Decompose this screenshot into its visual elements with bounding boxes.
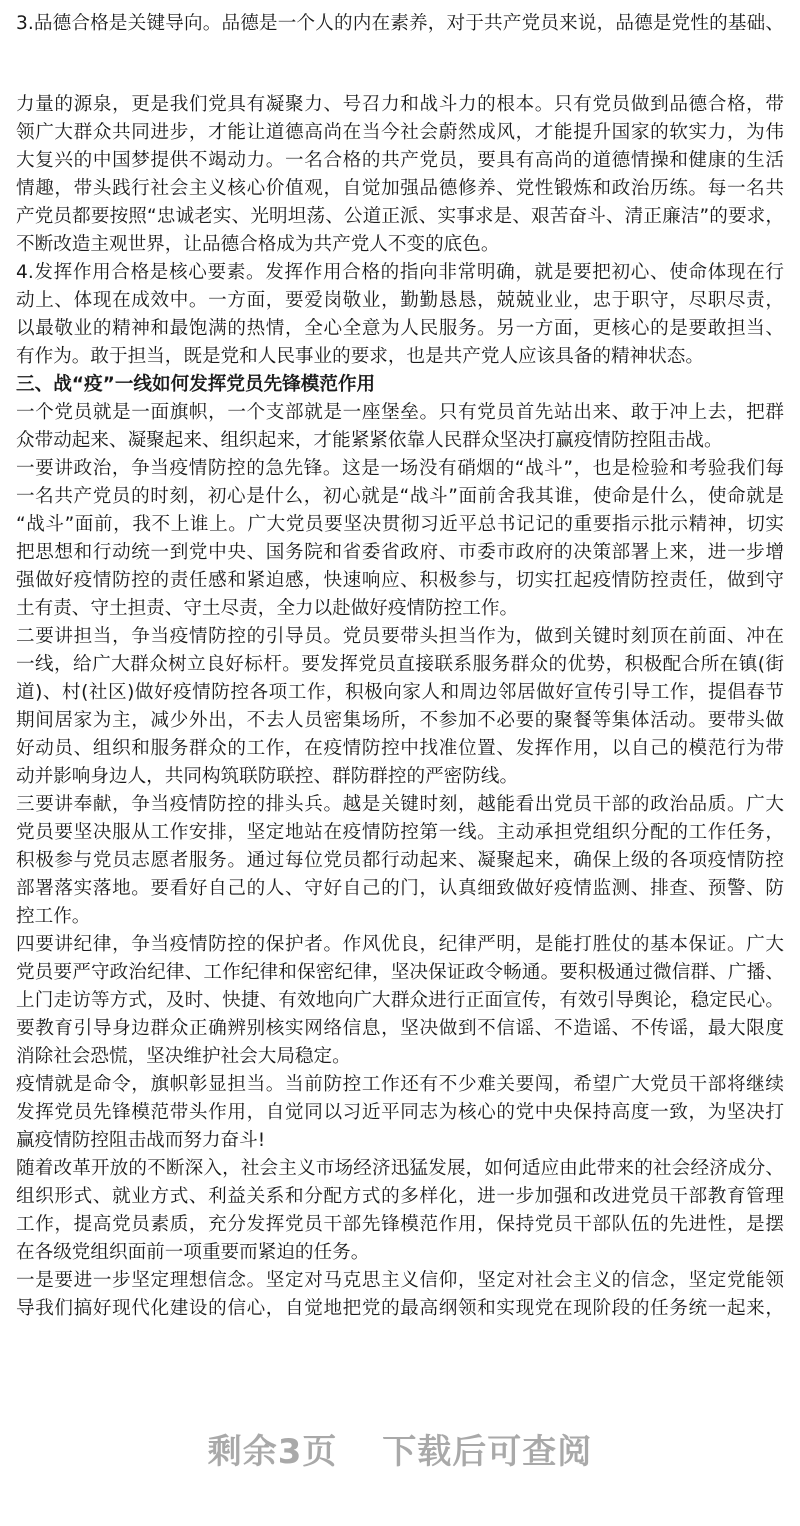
text-line: 二要讲担当，争当疫情防控的引导员。党员要带头担当作为，做到关键时刻顶在前面、冲在 <box>16 626 784 647</box>
text-line: 好动员、组织和服务群众的工作，在疫情防控中找准位置、发挥作用，以自己的模范行为带 <box>16 738 784 759</box>
text-line: 力量的源泉，更是我们党具有凝聚力、号召力和战斗力的根本。只有党员做到品德合格，带 <box>16 94 784 115</box>
text-line: 动上、体现在成效中。一方面，要爱岗敬业，勤勤恳恳，兢兢业业，忠于职守，尽职尽责， <box>16 290 784 311</box>
text-line: 有作为。敢于担当，既是党和人民事业的要求，也是共产党人应该具备的精神状态。 <box>16 346 704 367</box>
text-line: 部署落实落地。要看好自己的人、守好自己的门，认真细致做好疫情监测、排查、预警、防 <box>16 878 784 899</box>
text-line: 导我们搞好现代化建设的信心，自觉地把党的最高纲领和实现党在现阶段的任务统一起来， <box>16 1298 784 1319</box>
text-line: 疫情就是命令，旗帜彰显担当。当前防控工作还有不少难关要闯，希望广大党员干部将继续 <box>16 1074 784 1095</box>
text-line: 土有责、守土担责、守土尽责，全力以赴做好疫情防控工作。 <box>16 598 519 619</box>
text-line: 道)、村(社区)做好疫情防控各项工作，积极向家人和周边邻居做好宣传引导工作，提倡春节 <box>16 682 784 703</box>
text-line: 3.品德合格是关键导向。品德是一个人的内在素养，对于共产党员来说，品德是党性的基础、 <box>16 13 784 34</box>
text-line: 把思想和行动统一到党中央、国务院和省委省政府、市委市政府的决策部署上来，进一步增 <box>16 542 784 563</box>
text-line: 一个党员就是一面旗帜，一个支部就是一座堡垒。只有党员首先站出来、敢于冲上去，把群 <box>16 402 784 423</box>
text-line: 发挥党员先锋模范带头作用，自觉同以习近平同志为核心的党中央保持高度一致，为坚决打 <box>16 1102 784 1123</box>
text-line: 积极参与党员志愿者服务。通过每位党员都行动起来、凝聚起来，确保上级的各项疫情防控 <box>16 850 784 871</box>
text-line: 大复兴的中国梦提供不竭动力。一名合格的共产党员，要具有高尚的道德情操和健康的生活 <box>16 150 784 171</box>
download-to-view-label[interactable]: 下载后可查阅 <box>382 1432 593 1472</box>
text-line: 4.发挥作用合格是核心要素。发挥作用合格的指向非常明确，就是要把初心、使命体现在行 <box>16 262 784 283</box>
text-line: 三要讲奉献，争当疫情防控的排头兵。越是关键时刻，越能看出党员干部的政治品质。广大 <box>16 794 784 815</box>
text-line: 产党员都要按照“忠诚老实、光明坦荡、公道正派、实事求是、艰苦奋斗、清正廉洁”的要求， <box>16 206 784 227</box>
text-line: 要教育引导身边群众正确辨别核实网络信息，坚决做到不信谣、不造谣、不传谣，最大限度 <box>16 1018 784 1039</box>
text-line: 领广大群众共同进步，才能让道德高尚在当今社会蔚然成风，才能提升国家的软实力，为伟 <box>16 122 784 143</box>
text-line: 四要讲纪律，争当疫情防控的保护者。作风优良，纪律严明，是能打胜仗的基本保证。广大 <box>16 934 784 955</box>
text-line: 动并影响身边人，共同构筑联防联控、群防群控的严密防线。 <box>16 766 519 787</box>
text-line: “战斗”面前，我不上谁上。广大党员要坚决贯彻习近平总书记记的重要指示批示精神，切实 <box>16 514 784 535</box>
document-text-top <box>16 10 784 38</box>
download-prompt[interactable] <box>0 1424 800 1473</box>
text-line: 控工作。 <box>16 906 91 927</box>
text-line: 情趣，带头践行社会主义核心价值观，自觉加强品德修养、党性锻炼和政治历练。每一名共 <box>16 178 784 199</box>
text-line: 党员要坚决服从工作安排，坚定地站在疫情防控第一线。主动承担党组织分配的工作任务， <box>16 822 784 843</box>
text-line: 一要讲政治，争当疫情防控的急先锋。这是一场没有硝烟的“战斗”，也是检验和考验我们每 <box>16 458 784 479</box>
text-line: 以最敬业的精神和最饱满的热情，全心全意为人民服务。另一方面，更核心的是要敢担当、 <box>16 318 784 339</box>
text-line: 随着改革开放的不断深入，社会主义市场经济迅猛发展，如何适应由此带来的社会经济成分、 <box>16 1158 784 1179</box>
remaining-pages-label: 剩余3页 <box>207 1432 338 1472</box>
text-line: 赢疫情防控阻击战而努力奋斗! <box>16 1130 266 1151</box>
text-line: 党员要严守政治纪律、工作纪律和保密纪律，坚决保证政令畅通。要积极通过微信群、广播、 <box>16 962 784 983</box>
text-line: 组织形式、就业方式、利益关系和分配方式的多样化，进一步加强和改进党员干部教育管理 <box>16 1186 784 1207</box>
text-line: 在各级党组织面前一项重要而紧迫的任务。 <box>16 1242 370 1263</box>
section-heading: 三、战“疫”一线如何发挥党员先锋模范作用 <box>16 374 376 395</box>
text-line: 消除社会恐慌，坚决维护社会大局稳定。 <box>16 1046 351 1067</box>
text-line: 不断改造主观世界，让品德合格成为共产党人不变的底色。 <box>16 234 500 255</box>
text-line: 上门走访等方式，及时、快捷、有效地向广大群众进行正面宣传，有效引导舆论，稳定民心。 <box>16 990 784 1011</box>
text-line: 一名共产党员的时刻，初心是什么，初心就是“战斗”面前舍我其谁，使命是什么，使命就是 <box>16 486 784 507</box>
text-line: 一是要进一步坚定理想信念。坚定对马克思主义信仰，坚定对社会主义的信念，坚定党能领 <box>16 1270 784 1291</box>
text-line: 一线，给广大群众树立良好标杆。要发挥党员直接联系服务群众的优势，积极配合所在镇(街 <box>16 654 784 675</box>
text-line: 期间居家为主，减少外出，不去人员密集场所，不参加不必要的聚餐等集体活动。要带头做 <box>16 710 784 731</box>
document-text-body <box>16 91 784 1323</box>
text-line: 众带动起来、凝聚起来、组织起来，才能紧紧依靠人民群众坚决打赢疫情防控阻击战。 <box>16 430 723 451</box>
text-line: 强做好疫情防控的责任感和紧迫感，快速响应、积极参与，切实扛起疫情防控责任，做到守 <box>16 570 784 591</box>
text-line: 工作，提高党员素质，充分发挥党员干部先锋模范作用，保持党员干部队伍的先进性，是摆 <box>16 1214 784 1235</box>
